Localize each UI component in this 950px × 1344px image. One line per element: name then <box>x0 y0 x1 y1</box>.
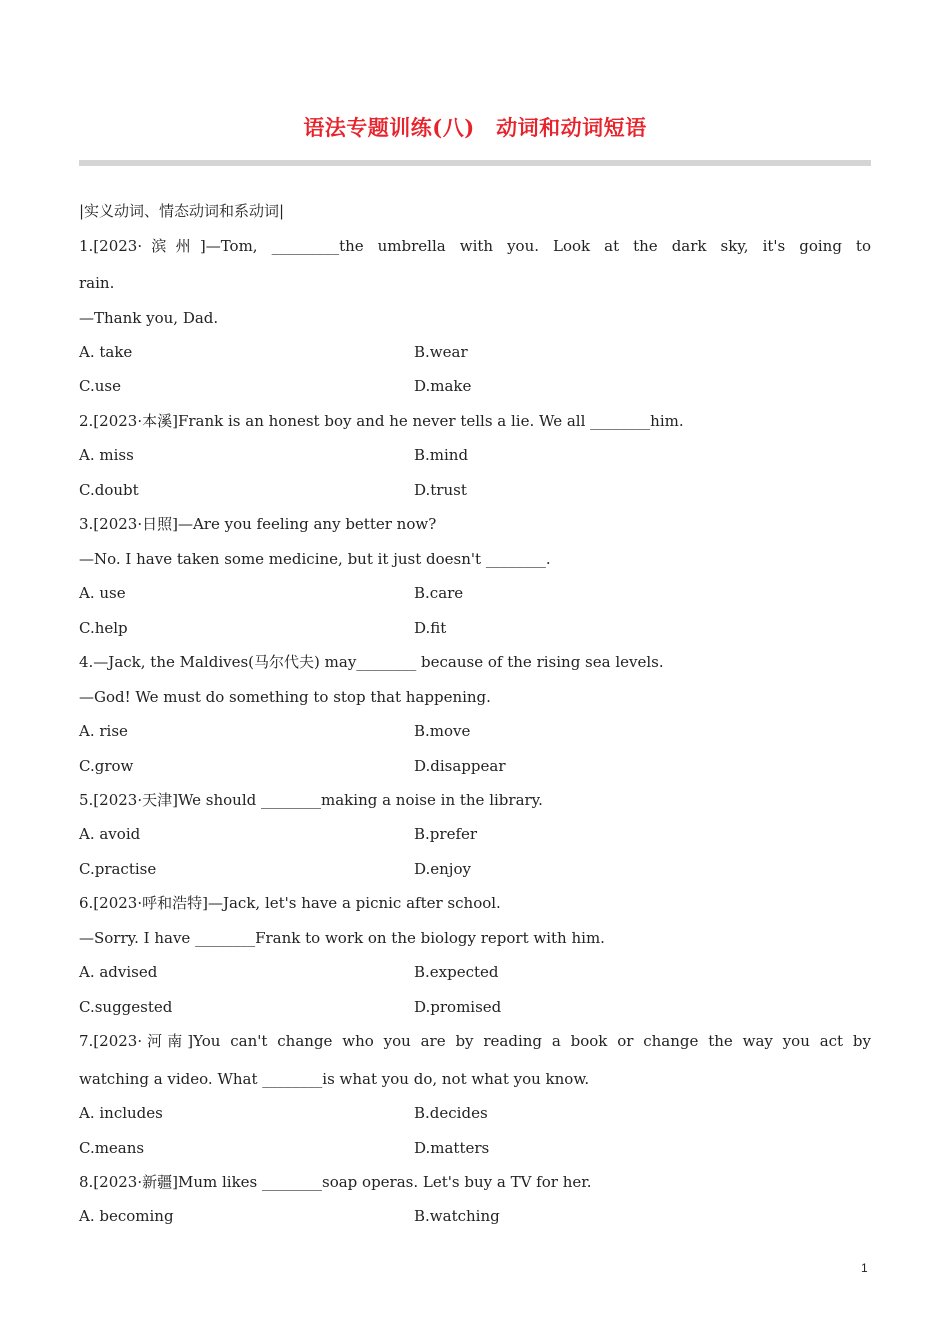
title-divider <box>79 160 871 166</box>
question-4-option-c: C.grow <box>79 757 134 775</box>
question-2-option-a: A. miss <box>79 446 134 464</box>
question-7-option-b: B.decides <box>414 1104 488 1122</box>
question-5-text: 5.[2023·天津]We should ________making a noise in the library. <box>79 791 543 809</box>
question-6-option-c: C.suggested <box>79 998 173 1016</box>
question-4-reply: —God! We must do something to stop that happening. <box>79 688 491 706</box>
question-7-text: 7.[2023·河南]You can't change who you are by reading a book or change the way you act by <box>79 1032 871 1050</box>
question-5-option-d: D.enjoy <box>414 860 471 878</box>
question-3-reply: —No. I have taken some medicine, but it just doesn't ________. <box>79 550 551 568</box>
question-6-option-b: B.expected <box>414 963 499 981</box>
question-1-option-d: D.make <box>414 377 472 395</box>
question-8-text: 8.[2023·新疆]Mum likes ________soap operas. Let's buy a TV for her. <box>79 1173 592 1191</box>
question-4-option-b: B.move <box>414 722 471 740</box>
question-4-text: 4.—Jack, the Maldives(马尔代夫) may________ because of the rising sea levels. <box>79 653 664 671</box>
question-5-option-b: B.prefer <box>414 825 478 843</box>
question-2-option-d: D.trust <box>414 481 467 499</box>
question-1-option-c: C.use <box>79 377 121 395</box>
question-7-option-a: A. includes <box>79 1104 163 1122</box>
question-6-reply: —Sorry. I have ________Frank to work on the biology report with him. <box>79 929 605 947</box>
question-4-option-d: D.disappear <box>414 757 506 775</box>
question-1-reply: —Thank you, Dad. <box>79 309 219 327</box>
question-8-option-a: A. becoming <box>79 1207 174 1225</box>
question-3-option-a: A. use <box>79 584 126 602</box>
question-3-option-b: B.care <box>414 584 464 602</box>
question-5-option-c: C.practise <box>79 860 157 878</box>
question-3-text: 3.[2023·日照]—Are you feeling any better now? <box>79 515 437 533</box>
section-heading: |实义动词、情态动词和系动词| <box>79 202 285 220</box>
question-2-text: 2.[2023·本溪]Frank is an honest boy and he never tells a lie. We all ________him. <box>79 412 684 430</box>
question-6-text: 6.[2023·呼和浩特]—Jack, let's have a picnic after school. <box>79 894 501 912</box>
question-7-option-c: C.means <box>79 1139 145 1157</box>
question-2-option-c: C.doubt <box>79 481 139 499</box>
question-6-option-a: A. advised <box>79 963 158 981</box>
question-5-option-a: A. avoid <box>79 825 141 843</box>
question-1-text-cont: rain. <box>79 274 115 292</box>
question-2-option-b: B.mind <box>414 446 469 464</box>
question-3-option-d: D.fit <box>414 619 447 637</box>
question-6-option-d: D.promised <box>414 998 502 1016</box>
question-4-option-a: A. rise <box>79 722 128 740</box>
question-7-option-d: D.matters <box>414 1139 490 1157</box>
question-1-text: 1.[2023·滨州]—Tom, _________the umbrella with you. Look at the dark sky, it's going to <box>79 237 871 255</box>
question-3-option-c: C.help <box>79 619 128 637</box>
question-1-option-b: B.wear <box>414 343 468 361</box>
question-1-option-a: A. take <box>79 343 133 361</box>
page-number: 1 <box>861 1261 868 1275</box>
page-title: 语法专题训练(八) 动词和动词短语 <box>303 115 647 140</box>
question-7-text-cont: watching a video. What ________is what you do, not what you know. <box>79 1070 590 1088</box>
question-8-option-b: B.watching <box>414 1207 500 1225</box>
